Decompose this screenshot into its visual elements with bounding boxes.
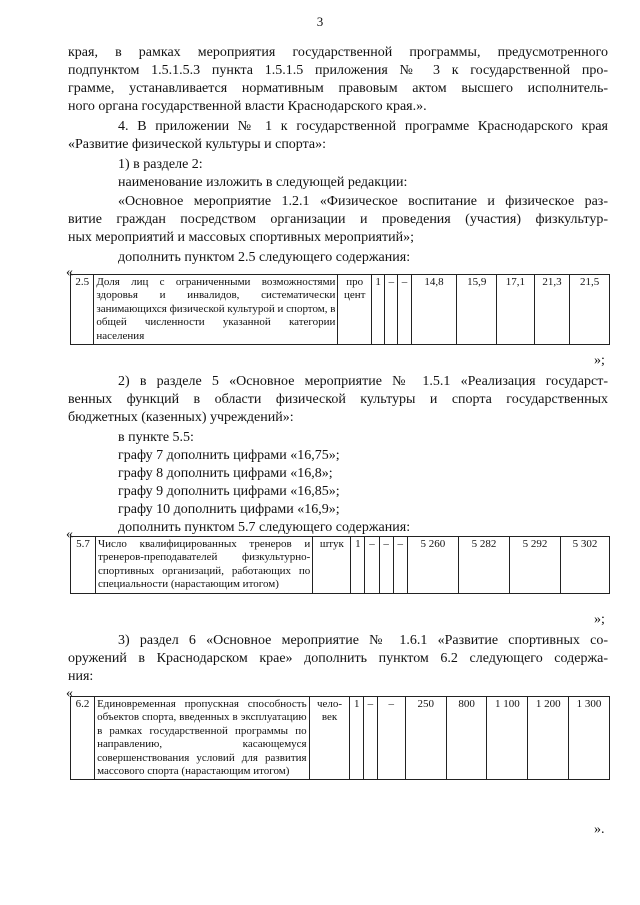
amendment-table-6-2 — [70, 696, 610, 780]
table-row — [71, 697, 610, 780]
intro-line: ного органа государственной власти Краснодарского края.». — [68, 99, 427, 114]
value-cell: 1 200 — [528, 697, 569, 780]
section2-name-line: витие граждан посредством организации и проведения (участия) физкультур- — [68, 212, 608, 227]
section6-line: ния: — [68, 669, 94, 684]
dash-cell: – — [393, 537, 407, 594]
row-number: 2.5 — [71, 275, 94, 345]
unit: чело-век — [309, 697, 350, 780]
quote-close: »; — [594, 612, 605, 627]
quote-close: ». — [594, 822, 605, 837]
section2-name-line: ных мероприятий и массовых спортивных мероприятий»; — [68, 230, 415, 245]
status-value: 1 — [350, 697, 364, 780]
row-number: 5.7 — [71, 537, 96, 594]
section5-add-instruction: дополнить пунктом 5.7 следующего содержания: — [118, 520, 411, 535]
graph-instruction: графу 7 дополнить цифрами «16,75»; — [118, 448, 340, 463]
status-value: 1 — [351, 537, 365, 594]
row-number: 6.2 — [71, 697, 95, 780]
page-number: 3 — [316, 14, 324, 29]
dash-cell: – — [385, 275, 398, 345]
section6-line: 3) раздел 6 «Основное мероприятие № 1.6.1 «Развитие спортивных со- — [118, 633, 608, 648]
value-cell: 1 100 — [487, 697, 528, 780]
value-cell: 21,5 — [570, 275, 610, 345]
dash-cell: – — [377, 697, 405, 780]
value-cell: 1 300 — [569, 697, 610, 780]
quote-open: « — [66, 265, 73, 280]
section5-point: в пункте 5.5: — [118, 430, 194, 445]
value-cell: 5 302 — [561, 537, 610, 594]
intro-line: края, в рамках мероприятия государственной программы, предусмотренного — [68, 45, 608, 60]
section2-name-instruction: наименование изложить в следующей редакции: — [118, 175, 408, 190]
dash-cell: – — [364, 697, 378, 780]
intro-line: грамме, устанавливается нормативным правовым актом высшего исполнитель- — [68, 81, 608, 96]
section2-name-line: «Основное мероприятие 1.2.1 «Физическое воспитание и физическое раз- — [118, 194, 608, 209]
indicator-description: Единовременная пропускная способность объектов спорта, введенных в эксплуатацию в рамках государственной программы по направлению, касающемуся совершенствования условий для развития массового спорта (нарастающим итогом) — [95, 697, 310, 780]
section2-add-instruction: дополнить пунктом 2.5 следующего содержания: — [118, 250, 411, 265]
quote-open: « — [66, 527, 73, 542]
section5-line: бюджетных (казенных) учреждений»: — [68, 410, 294, 425]
intro-line: подпунктом 1.5.1.5.3 пункта 1.5.1.5 приложения № 3 к государственной про- — [68, 63, 608, 78]
value-cell: 250 — [405, 697, 446, 780]
section5-line: 2) в разделе 5 «Основное мероприятие № 1.5.1 «Реализация государст- — [118, 374, 608, 389]
graph-instruction: графу 9 дополнить цифрами «16,85»; — [118, 484, 340, 499]
quote-open: « — [66, 686, 73, 701]
amendment-table-5-7 — [70, 536, 610, 594]
point4-line: «Развитие физической культуры и спорта»: — [68, 137, 327, 152]
section5-line: венных функций в области физической культуры и спорта государственных — [68, 392, 608, 407]
table-row — [71, 275, 610, 345]
table-row — [71, 537, 610, 594]
indicator-description: Число квалифицированных тренеров и тренеров-преподавателей физкультурно-спортивных организаций, работающих по специальности (нарастающим итогом) — [95, 537, 312, 594]
section2-intro: 1) в разделе 2: — [118, 157, 203, 172]
unit: про цент — [338, 275, 372, 345]
indicator-description: Доля лиц с ограниченными возможностями здоровья и инвалидов, систематически занимающихся физической культурой и спортом, в общей численности указанной категории населения — [94, 275, 338, 345]
dash-cell: – — [365, 537, 379, 594]
dash-cell: – — [379, 537, 393, 594]
value-cell: 17,1 — [497, 275, 535, 345]
value-cell: 5 260 — [407, 537, 458, 594]
value-cell: 5 292 — [509, 537, 560, 594]
unit: штук — [313, 537, 351, 594]
value-cell: 21,3 — [534, 275, 570, 345]
point4-line: 4. В приложении № 1 к государственной программе Краснодарского края — [118, 119, 608, 134]
value-cell: 5 282 — [458, 537, 509, 594]
quote-close: »; — [594, 353, 605, 368]
status-value: 1 — [371, 275, 384, 345]
value-cell: 15,9 — [457, 275, 497, 345]
section6-line: оружений в Краснодарском крае» дополнить пунктом 6.2 следующего содержа- — [68, 651, 608, 666]
value-cell: 14,8 — [411, 275, 457, 345]
graph-instruction: графу 10 дополнить цифрами «16,9»; — [118, 502, 340, 517]
dash-cell: – — [398, 275, 411, 345]
graph-instruction: графу 8 дополнить цифрами «16,8»; — [118, 466, 333, 481]
amendment-table-2-5 — [70, 274, 610, 345]
value-cell: 800 — [446, 697, 487, 780]
